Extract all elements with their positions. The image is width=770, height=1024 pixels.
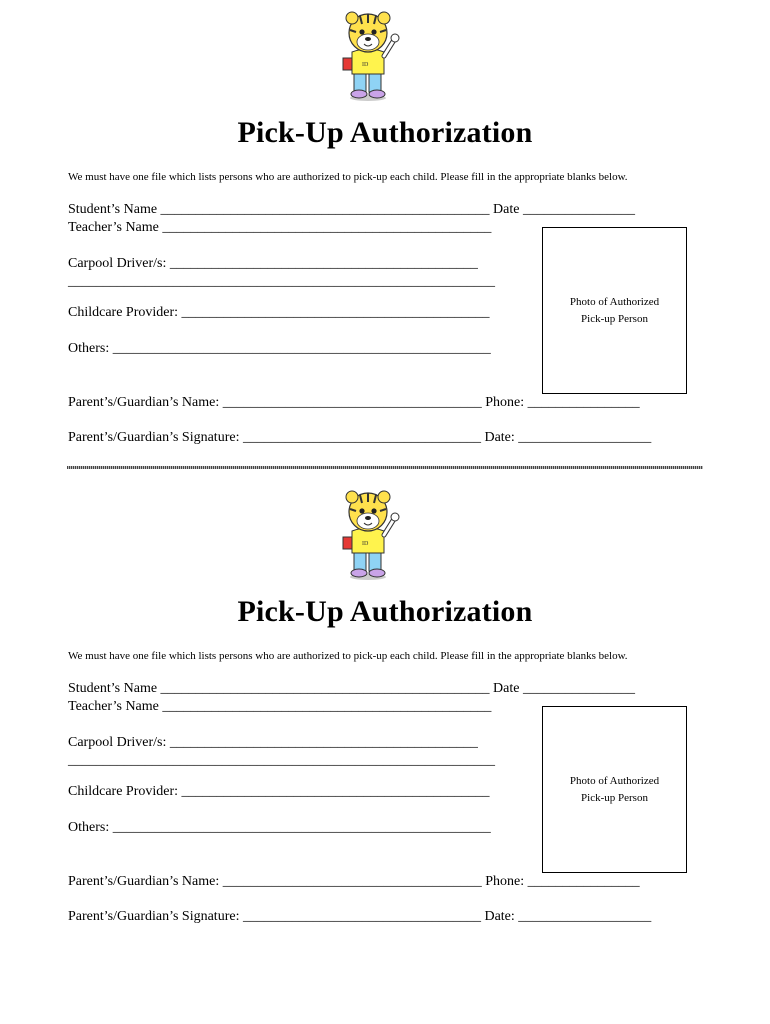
- student-name-field[interactable]: Student’s Name _______________________________________________ Date ________________: [68, 681, 635, 696]
- carpool-drivers-field[interactable]: Carpool Driver/s: ____________________________________________: [68, 256, 478, 271]
- teacher-name-field[interactable]: Teacher’s Name _______________________________________________: [68, 220, 492, 235]
- photo-box: [542, 227, 687, 394]
- parent-guardian-name-field[interactable]: Parent’s/Guardian’s Name: _____________________________________ Phone: ________________: [68, 395, 640, 410]
- svg-text:ID: ID: [362, 541, 369, 547]
- photo-label-line2: Pick-up Person: [581, 312, 648, 325]
- carpool-drivers-continued-field[interactable]: _____________________________________________________________: [68, 274, 495, 289]
- tiger-mascot-icon: [332, 489, 404, 581]
- pickup-form-1: [0, 0, 770, 470]
- svg-text:ID: ID: [362, 62, 369, 68]
- pickup-form-2: [0, 479, 770, 949]
- photo-label-line2: Pick-up Person: [581, 791, 648, 804]
- parent-guardian-name-field[interactable]: Parent’s/Guardian’s Name: _____________________________________ Phone: ________________: [68, 874, 640, 889]
- carpool-drivers-continued-field[interactable]: _____________________________________________________________: [68, 753, 495, 768]
- form-title: Pick-Up Authorization: [237, 595, 533, 628]
- parent-guardian-signature-field[interactable]: Parent’s/Guardian’s Signature: __________________________________ Date: ___________________: [68, 430, 652, 445]
- teacher-name-field[interactable]: Teacher’s Name _______________________________________________: [68, 699, 492, 714]
- instructions-text: We must have one file which lists persons who are authorized to pick-up each child. Please fill in the appropriate blanks below.: [68, 650, 628, 662]
- instructions-text: We must have one file which lists persons who are authorized to pick-up each child. Please fill in the appropriate blanks below.: [68, 171, 628, 183]
- childcare-provider-field[interactable]: Childcare Provider: ____________________________________________: [68, 784, 490, 799]
- tiger-mascot-icon: [332, 10, 404, 102]
- photo-label-line1: Photo of Authorized: [569, 295, 660, 308]
- others-field[interactable]: Others: ______________________________________________________: [68, 820, 491, 835]
- form-title: Pick-Up Authorization: [237, 116, 533, 149]
- parent-guardian-signature-field[interactable]: Parent’s/Guardian’s Signature: __________________________________ Date: ___________________: [68, 909, 652, 924]
- carpool-drivers-field[interactable]: Carpool Driver/s: ____________________________________________: [68, 735, 478, 750]
- student-name-field[interactable]: Student’s Name _______________________________________________ Date ________________: [68, 202, 635, 217]
- photo-label-line1: Photo of Authorized: [569, 774, 660, 787]
- childcare-provider-field[interactable]: Childcare Provider: ____________________________________________: [68, 305, 490, 320]
- others-field[interactable]: Others: ______________________________________________________: [68, 341, 491, 356]
- cut-line-divider: [67, 466, 703, 469]
- photo-box: [542, 706, 687, 873]
